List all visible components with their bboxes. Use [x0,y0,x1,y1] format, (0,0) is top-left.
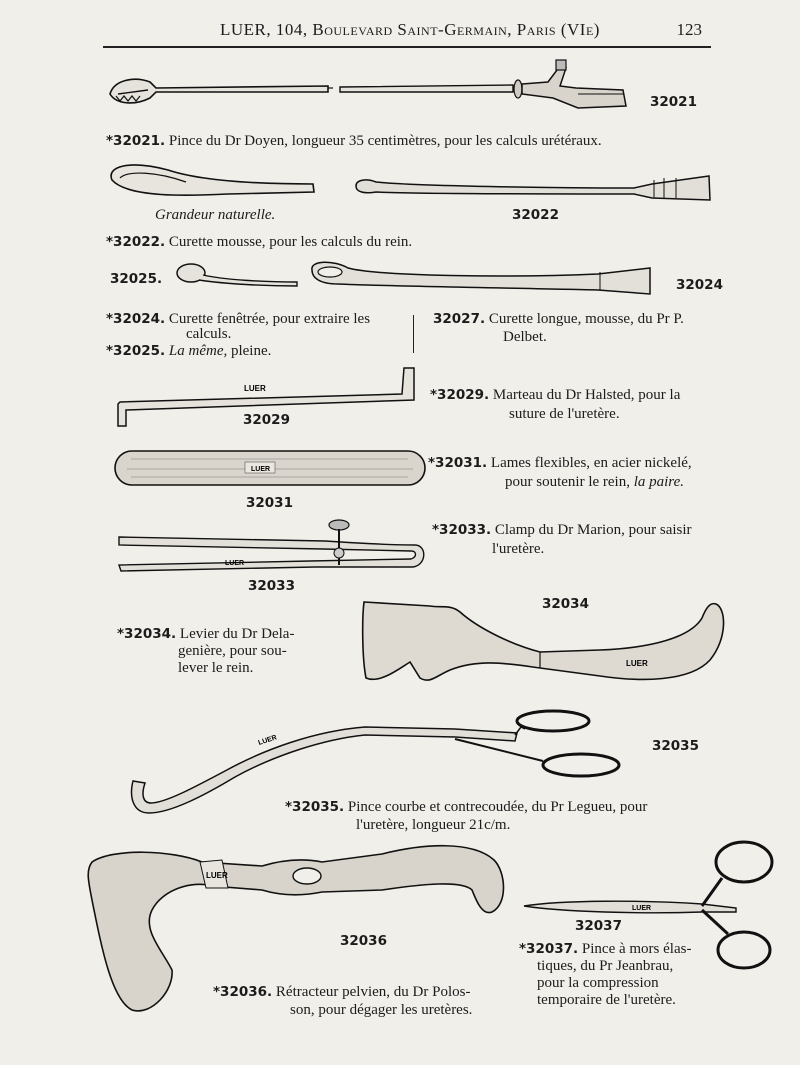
catalog-number-32033: 32033 [248,578,295,594]
description-32027 [433,310,684,329]
catalog-number-32025: 32025. [110,271,163,287]
description-32022 [106,233,412,252]
text-32037-line2: tiques, du Pr Jeanbrau, [537,958,674,974]
description-32031 [428,454,692,473]
text-32025: pleine. [230,343,272,359]
caption-natural-size: Grandeur naturelle. [155,207,276,223]
stamp-32037: LUER [632,905,652,912]
instrument-32025-illustration [175,260,300,292]
text-32024-line2: calculs. [186,326,232,342]
text-32027-line2: Delbet. [503,329,547,345]
catalog-number-32022: 32022 [512,207,559,223]
text-32027-line1: Curette longue, mousse, du Pr P. [488,311,684,327]
description-32035 [285,798,647,817]
text-32029-line2: suture de l'uretère. [509,406,620,422]
text-32037-line1: Pince à mors élas- [581,941,692,957]
catalog-number-32031: 32031 [246,495,293,511]
ref-32036: *32036. [213,984,273,1000]
text-32033-line2: l'uretère. [492,541,545,557]
description-32024 [106,310,370,329]
text-32031-line2: pour soutenir le rein, [505,474,630,490]
ref-32024: *32024. [106,311,166,327]
text-32035-line2: l'uretère, longueur 21c/m. [356,817,511,833]
text-32031-italic: la paire. [633,474,684,490]
text-32037-line4: temporaire de l'uretère. [537,992,676,1008]
text-32033-line1: Clamp du Dr Marion, pour saisir [494,522,692,538]
header-title: LUER, 104, Boulevard Saint-Germain, Paris (VIe) [220,20,600,39]
text-32036-line1: Rétracteur pelvien, du Dr Polos- [275,984,471,1000]
ref-32029: *32029. [430,387,490,403]
stamp-32034: LUER [626,659,648,668]
ref-32034: *32034. [117,626,177,642]
description-32021 [106,132,602,151]
catalog-number-32021: 32021 [650,94,697,110]
instrument-32022-illustration [354,170,714,206]
text-32034-line3: lever le rein. [178,660,254,676]
stamp-32033: LUER [225,560,245,567]
description-32025 [106,342,271,361]
ref-32037: *32037. [519,941,579,957]
catalog-number-32035: 32035 [652,738,699,754]
text-32034-line1: Levier du Dr Dela- [179,626,295,642]
header-rule [103,46,711,48]
catalog-number-32029: 32029 [243,412,290,428]
text-32031-line1: Lames flexibles, en acier nickelé, [490,455,692,471]
instrument-32033-illustration [115,515,427,580]
ref-32021: *32021. [106,133,166,149]
description-32036 [213,983,470,1002]
column-divider [413,315,414,353]
catalog-number-32024: 32024 [676,277,723,293]
instrument-32021-illustration [108,58,633,128]
text-32024-line1: Curette fenêtrée, pour extraire les [168,311,371,327]
ref-32031: *32031. [428,455,488,471]
text-32035-line1: Pince courbe et contrecoudée, du Pr Legueu, pour [347,799,648,815]
description-32029 [430,386,680,405]
instrument-32031-illustration [113,449,428,489]
text-32034-line2: genière, pour sou- [178,643,287,659]
text-32021: Pince du Dr Doyen, longueur 35 centimètres, pour les calculs urétéraux. [168,133,602,149]
ref-32025: *32025. [106,343,166,359]
description-32031-line2 [505,473,684,492]
stamp-32029: LUER [244,384,266,393]
page-header [105,20,710,46]
stamp-32036: LUER [206,871,228,880]
description-32033 [432,521,692,540]
ref-32027: 32027. [433,311,486,327]
stamp-32031: LUER [251,466,271,473]
text-32022: Curette mousse, pour les calculs du rein. [168,234,413,250]
instrument-32022-natural-size-illustration [108,158,320,200]
text-32029-line1: Marteau du Dr Halsted, pour la [492,387,681,403]
page-number: 123 [676,20,702,39]
text-32036-line2: son, pour dégager les uretères. [290,1002,473,1018]
ref-32033: *32033. [432,522,492,538]
instrument-32024-illustration [308,258,653,298]
ref-32035: *32035. [285,799,345,815]
catalog-number-32034: 32034 [542,596,589,612]
text-32037-line3: pour la compression [537,975,659,991]
ref-32022: *32022. [106,234,166,250]
text-32025-italic: La même, [168,343,228,359]
catalog-number-32036: 32036 [340,933,387,949]
catalog-number-32037: 32037 [575,918,622,934]
stamp-32035: LUER [257,734,278,747]
